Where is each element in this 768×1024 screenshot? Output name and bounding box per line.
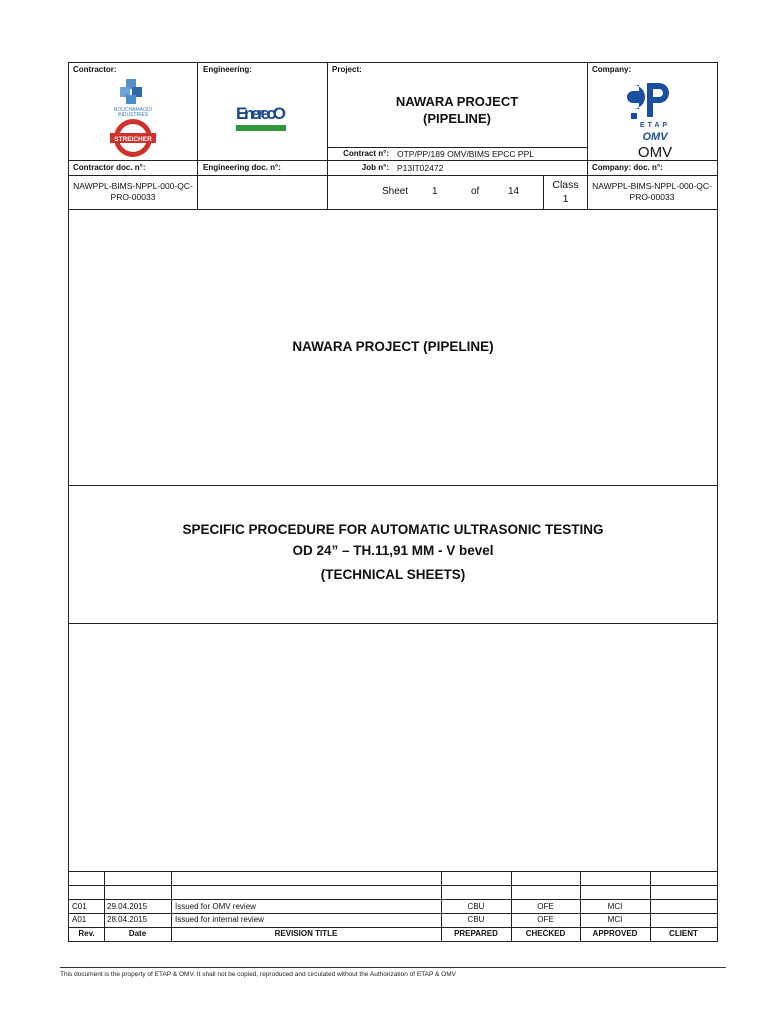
document-frame <box>68 62 718 942</box>
contractor-doc-label: Contractor doc. n°: <box>73 163 146 172</box>
svg-text:ETAP: ETAP <box>639 122 671 129</box>
project-label: Project: <box>332 65 362 74</box>
revision-title: Issued for internal review <box>175 915 264 924</box>
job-value: P13IT02472 <box>397 163 444 173</box>
revision-prepared: CBU <box>467 915 485 924</box>
sheet-total: 14 <box>508 186 520 197</box>
footer-rule <box>60 967 726 968</box>
document-title: NAWARA PROJECT (PIPELINE) <box>292 339 494 354</box>
contractor-label: Contractor: <box>73 65 117 74</box>
etap-omv-logo-icon <box>623 77 687 164</box>
revision-checked: OFE <box>537 915 554 924</box>
svg-text:OMV: OMV <box>637 144 673 159</box>
revision-table-line <box>69 871 717 872</box>
of-label: of <box>471 186 480 197</box>
procedure-title-line3: (TECHNICAL SHEETS) <box>320 567 466 582</box>
engineering-label: Engineering: <box>203 65 252 74</box>
header-divider <box>197 63 198 209</box>
class-value: 1 <box>562 193 569 205</box>
contract-label: Contract n°: <box>343 149 389 158</box>
svg-text:INDUSTRIES: INDUSTRIES <box>117 112 149 118</box>
engineering-doc-label: Engineering doc. n°: <box>203 163 281 172</box>
sheet-label: Sheet <box>382 186 409 197</box>
revision-header-rev: Rev. <box>78 929 95 938</box>
svg-text:OMV: OMV <box>642 131 668 143</box>
revision-header-prepared: PREPARED <box>454 929 498 938</box>
sheet-number: 1 <box>432 186 438 197</box>
revision-date: 28.04.2015 <box>107 915 148 924</box>
header-bottom-line <box>69 209 717 210</box>
procedure-title-line1: SPECIFIC PROCEDURE FOR AUTOMATIC ULTRASONIC TESTING <box>182 522 604 537</box>
section-divider <box>69 485 717 486</box>
revision-header-client: CLIENT <box>669 929 698 938</box>
project-title-line1: NAWARA PROJECT <box>395 94 519 109</box>
revision-table-line <box>69 927 717 928</box>
revision-rev: C01 <box>72 902 87 911</box>
svg-text:BOUCHAMAOUI: BOUCHAMAOUI <box>114 107 152 113</box>
revision-header-title: REVISION TITLE <box>274 929 338 938</box>
header-row-line <box>69 175 717 176</box>
contractor-logos <box>93 77 173 159</box>
company-label: Company: <box>592 65 632 74</box>
footer-note: This document is the property of ETAP & OMV. It shall not be copied, reproduced and circulated without the Authorization of ETAP & OMV <box>60 971 456 978</box>
job-label: Job n°: <box>361 163 389 172</box>
svg-text:EnerecO: EnerecO <box>236 104 286 123</box>
revision-rev: A01 <box>72 915 87 924</box>
revision-table-line <box>69 913 717 914</box>
company-doc-value: NAWPPL-BIMS-NPPL-000-QC-PRO-00033 <box>592 181 712 202</box>
revision-header-checked: CHECKED <box>525 929 566 938</box>
revision-title: Issued for OMV review <box>175 902 256 911</box>
revision-prepared: CBU <box>467 902 485 911</box>
bouchamaoui-logo-icon <box>93 77 173 159</box>
project-title-line2: (PIPELINE) <box>423 111 491 126</box>
header-divider <box>327 63 328 209</box>
revision-date: 29.04.2015 <box>107 902 148 911</box>
contractor-doc-value: NAWPPL-BIMS-NPPL-000-QC-PRO-00033 <box>73 181 193 202</box>
contract-value: OTP/PP/189 OMV/BIMS EPCC PPL <box>397 149 534 159</box>
header-row-line <box>69 160 717 161</box>
revision-header-date: Date <box>128 929 147 938</box>
section-divider <box>69 623 717 624</box>
company-doc-label: Company: doc. n°: <box>592 163 663 172</box>
revision-approved: MCI <box>607 915 623 924</box>
revision-table-line <box>69 885 717 886</box>
procedure-title-line2: OD 24” – TH.11,91 MM - V bevel <box>292 543 494 558</box>
revision-checked: OFE <box>537 902 554 911</box>
enereco-logo-icon <box>233 97 289 142</box>
class-label: Class <box>552 179 579 191</box>
header-divider <box>587 63 588 209</box>
header-row-line <box>327 147 587 148</box>
revision-header-approved: APPROVED <box>592 929 638 938</box>
revision-approved: MCI <box>607 902 623 911</box>
svg-text:STREICHER: STREICHER <box>114 136 152 143</box>
revision-table-line <box>69 899 717 900</box>
